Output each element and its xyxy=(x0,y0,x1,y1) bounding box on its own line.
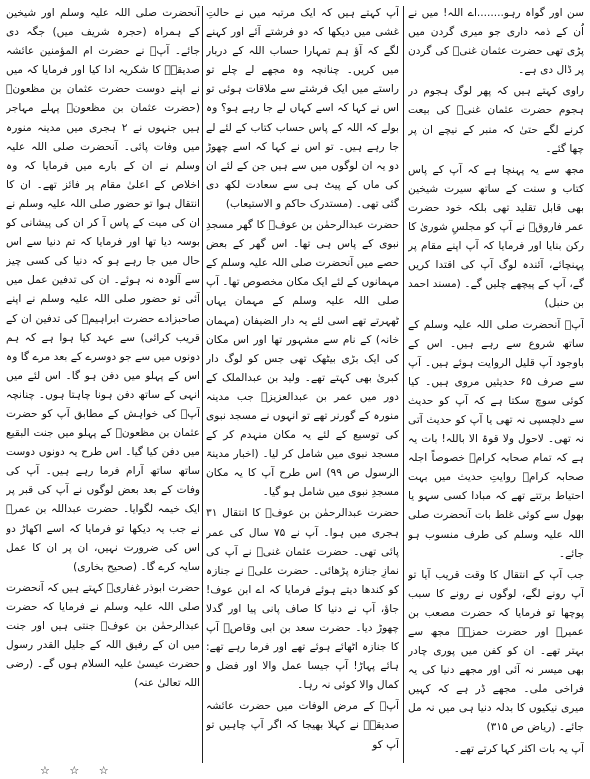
paragraph: آپؓ آنحضرت صلی اللہ علیہ وسلم کے ساتھ شروع سے رہے ہیں۔ اس کے باوجود آپ قلیل الروایت ہوئے ہیں۔ آپ سے صرف ۶۵ حدیثیں مروی ہیں۔ کیا کوئی سوچ سکتا ہے کہ آپ کو حدیث سے دلچسپی نہ تھی یا آپ کو حدیث آتی نہ تھی۔ لاحول ولا قوۃ الا باللہ! بات یہ ہے کہ تمام صحابہ کرامؓ خصوصاً اجلہ صحابہ کرامؓ روایتِ حدیث میں بہت احتیاط برتتے تھے کہ مبادا کسی سہو یا بھول سے کوئی غلط بات آنحضرت صلی اللہ علیہ وسلم کی طرف منسوب ہو جائے۔ xyxy=(408,318,584,560)
paragraph: جب آپ کے انتقال کا وقت قریب آیا تو آپ رونے لگے، لوگوں نے رونے کا سبب پوچھا تو فرمایا کہ حضرت مصعب بن عمیرؓ اور حضرت حمزہؓ مجھ سے بہتر تھے۔ ان کو کفن میں پوری چادر بھی میسر نہ آئی اور مجھے دنیا کی یہ فراخی ملی۔ مجھے ڈر ہے کہ کہیں میری نیکیوں کا بدلہ دنیا ہی میں نہ مل جائے۔ (ریاض ص ۳۱۵) xyxy=(408,568,584,734)
column-divider xyxy=(202,6,203,763)
paragraph: آنحضرت صلی اللہ علیہ وسلم اور شیخین کے ہمراہ (حجرہ شریف میں) جگہ دی جائے۔ آپؓ نے حضرت ام المؤمنین عائشہ صدیقہؓ کا شکریہ ادا کیا اور فرمایا کہ میں نے اپنے دوست حضرت عثمان بن مظعونؓ (حضرت عثمان بن مظعونؓ پہلے مہاجر ہیں جنہوں نے ۲ ہجری میں مدینہ منورہ میں وفات پائی۔ آنحضرت صلی اللہ علیہ وسلم نے ان کے بارے میں فرمایا کہ وہ اخلاص کے اعلیٰ مقام پر فائز تھے۔ ان کا انتقال ہوا تو حضور صلی اللہ علیہ وسلم نے ان کی میت کے پاس آ کر ان کی پیشانی کو بوسہ دیا تھا اور فرمایا کہ تم دنیا سے اس حال میں جا رہے ہو کہ دنیا کی کسی چیز سے آلودہ نہ ہوئے۔ ان کی تدفین عمل میں آئی تو حضور صلی اللہ علیہ وسلم نے اپنے صاحبزادے حضرت ابراہیمؓ کی تدفین ان کے قریب کرائی) سے عہد کیا ہوا ہے کہ ہم دونوں میں سے جو دوسرے کے بعد مرے گا وہ اس کے پہلو میں دفن ہو گا۔ اس لئے میں انہی کے ساتھ دفن ہونا چاہتا ہوں۔ چنانچہ آپؓ کی خواہش کے مطابق آپ کو حضرت عثمان بن مظعونؓ کے پہلو میں جنت البقیع میں دفن کیا گیا۔ اس طرح یہ دونوں دوست ساتھ ساتھ آرام فرما رہے ہیں۔ آپ کی وفات کے بعد بعض لوگوں نے آپ کی قبر پر ایک خیمہ لگوایا۔ حضرت عبداللہ بن عمرؓ نے جب یہ دیکھا تو فرمایا کہ اسے اکھاڑ دو اس کی ضرورت نہیں، ان پر ان کا عمل سایہ کرے گا۔ (صحیح بخاری) xyxy=(6,7,200,573)
text-column-left xyxy=(6,4,200,767)
paragraph: حضرت عبدالرحمٰن بن عوفؓ کا انتقال ۳۱ ہجری میں ہوا۔ آپ نے ۷۵ سال کی عمر پائی تھی۔ حضرت عثمان غنیؓ نے آپ کی نمازِ جنازہ پڑھائی۔ حضرت علیؓ نے جنازہ کو کندھا دیتے ہوئے فرمایا کہ اے ابن عوف! جاؤ، آپ نے دنیا کا صاف پانی پیا اور گدلا چھوڑ دیا۔ حضرت سعد بن ابی وقاصؓ آپ کا جنازہ اٹھائے ہوئے تھے اور فرما رہے تھے: ہائے پہاڑ! آپ جیسا عمل والا اور فضل و کمال والا کوئی نہ رہا۔ xyxy=(206,507,399,692)
section-end-ornament: ☆ ☆ ☆ xyxy=(40,764,117,777)
paragraph: مجھ سے یہ پہنچا ہے کہ آپ کے پاس کتاب و سنت کے ساتھ سیرت شیخین بھی قابل تقلید تھی بلکہ خود حضرت عمر فاروقؓ نے آپ کو مجلسِ شوریٰ کا رکن بنایا اور فرمایا کہ آپ اپنے مقام پر پہنچائے، آئندہ لوگ آپ کی اقتدا کریں گے، آپ کے پیچھے چلیں گے۔ (مسند احمد بن حنبل) xyxy=(408,163,584,310)
paragraph: سن اور گواہ رہو........اے اللہ! میں نے اُن کے ذمہ داری جو میری گردن میں پڑی تھی حضرت عثمان غنیؓ کی گردن پر ڈال دی ہے۔ xyxy=(408,7,584,77)
paragraph: آپ یہ بات اکثر کہا کرتے تھے۔ xyxy=(453,742,584,755)
paragraph: حضرت ابوذر غفاریؓ کہتے ہیں کہ آنحضرت صلی اللہ علیہ وسلم نے فرمایا کہ حضرت عبدالرحمٰن بن عوفؓ جنتی ہیں اور جنت میں ان کے رفیق اللہ کے جلیل القدر رسول حضرت عیسیٰ علیہ السلام ہوں گے۔ (رضی اللہ تعالیٰ عنہ) xyxy=(6,581,200,690)
paragraph: حضرت عبدالرحمٰن بن عوفؓ کا گھر مسجدِ نبوی کے پاس ہی تھا۔ اس گھر کے بعض حصے میں آنحضرت صلی اللہ علیہ وسلم کے مہمانوں کے لئے ایک مکان مخصوص تھا۔ آپ صلی اللہ علیہ وسلم کے مہمان یہاں ٹھہرتے تھے اسی لئے یہ دار الضیفان (مہمان خانہ) کے نام سے مشہور تھا اور اس مکان کی ایک بڑی بیٹھک تھی جس کو لوگ دار کبریٰ بھی کہتے تھے۔ ولید بن عبدالملک کے دور میں عمر بن عبدالعزیزؒ جب مدینہ منورہ کے گورنر تھے تو انہوں نے مسجد نبوی کی توسیع کے لئے یہ مکان منہدم کر کے مسجد نبوی میں شامل کر لیا۔ (اخبار مدینۃ الرسول ص ۹۹) اس طرح آپ کا یہ مکان مسجدِ نبوی میں شامل ہو گیا۔ xyxy=(206,219,399,499)
text-column-middle xyxy=(206,4,399,767)
column-divider xyxy=(403,6,404,763)
paragraph: راوی کہتے ہیں کہ پھر لوگ ہجوم در ہجوم حضرت عثمان غنیؓ کی بیعت کرنے لگے حتیٰ کہ منبر کے نیچے ان پر چھا گئے۔ xyxy=(408,85,584,155)
paragraph: آپؓ کے مرض الوفات میں حضرت عائشہ صدیقہؓ نے کہلا بھیجا کہ اگر آپ چاہیں تو آپ کو xyxy=(206,700,399,751)
paragraph: آپ کہتے ہیں کہ ایک مرتبہ میں نے حالتِ غشی میں دیکھا کہ دو فرشتے آئے اور کہنے لگے کہ آؤ ہم تمہارا حساب اللہ کے دربار میں کریں۔ چنانچہ وہ مجھے لے چلے تو راستے میں ایک فرشتے سے ملاقات ہوئی تو اس نے کہا کہ اسے کہاں لے جا رہے ہو؟ وہ بولے کہ اللہ کے پاس حساب کتاب کے لئے لے جا رہے ہیں۔ تو اس نے کہا کہ اسے چھوڑ دو یہ ان لوگوں میں سے ہیں جن کے لئے ان کی ماں کے پیٹ ہی سے سعادت لکھ دی گئی تھی۔ (مستدرک حاکم و الاستیعاب) xyxy=(206,7,399,210)
text-column-right xyxy=(408,4,584,767)
